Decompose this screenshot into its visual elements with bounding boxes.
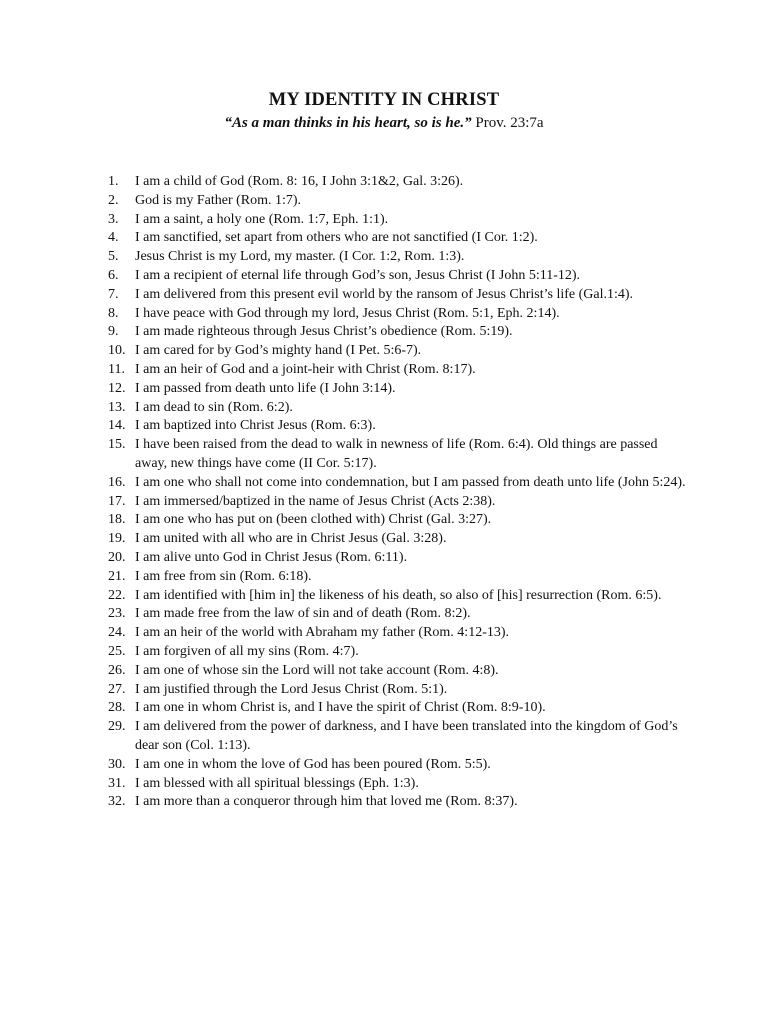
identity-list	[108, 173, 688, 812]
list-item-number: 29.	[108, 719, 126, 735]
list-item-number: 30.	[108, 756, 126, 772]
list-item	[108, 530, 688, 549]
list-item-text: I am one who shall not come into condemnation, but I am passed from death unto life (John 5:24).	[135, 474, 686, 490]
list-item-text: I am blessed with all spiritual blessings (Eph. 1:3).	[135, 775, 419, 791]
page-title: MY IDENTITY IN CHRIST	[268, 90, 500, 110]
list-item	[108, 587, 688, 606]
list-item	[108, 718, 688, 756]
list-item	[108, 323, 688, 342]
list-item-text: I am dead to sin (Rom. 6:2).	[135, 399, 293, 415]
subtitle-reference: Prov. 23:7a	[475, 115, 544, 131]
list-item-text: I am one who has put on (been clothed with) Christ (Gal. 3:27).	[135, 512, 492, 528]
list-item-text: Jesus Christ is my Lord, my master. (I Cor. 1:2, Rom. 1:3).	[135, 249, 465, 265]
list-item-number: 7.	[108, 286, 119, 302]
list-item-number: 27.	[108, 681, 126, 697]
list-item	[108, 286, 688, 305]
list-item-text: I am united with all who are in Christ Jesus (Gal. 3:28).	[135, 531, 447, 547]
list-item-number: 13.	[108, 399, 126, 415]
list-item	[108, 342, 688, 361]
list-item-text: I am an heir of God and a joint-heir with Christ (Rom. 8:17).	[135, 361, 476, 377]
list-item-text: I am sanctified, set apart from others who are not sanctified (I Cor. 1:2).	[135, 230, 538, 246]
list-item-number: 11.	[108, 361, 125, 377]
list-item-text: I am free from sin (Rom. 6:18).	[135, 568, 312, 584]
list-item-number: 12.	[108, 380, 126, 396]
list-item-number: 22.	[108, 587, 126, 603]
list-item	[108, 793, 688, 812]
list-item-number: 2.	[108, 192, 119, 208]
list-item	[108, 229, 688, 248]
list-item-number: 18.	[108, 512, 126, 528]
list-item	[108, 192, 688, 211]
list-item-number: 4.	[108, 230, 119, 246]
list-item	[108, 417, 688, 436]
list-item	[108, 511, 688, 530]
list-item	[108, 662, 688, 681]
list-item-number: 21.	[108, 568, 126, 584]
list-item-number: 25.	[108, 643, 126, 659]
list-item-text: I have peace with God through my lord, Jesus Christ (Rom. 5:1, Eph. 2:14).	[135, 305, 560, 321]
list-item-text: I am alive unto God in Christ Jesus (Rom. 6:11).	[135, 549, 408, 565]
list-item-text: I am delivered from this present evil world by the ransom of Jesus Christ’s life (Gal.1:4).	[135, 286, 634, 302]
list-item-number: 5.	[108, 249, 119, 265]
list-item	[108, 173, 688, 192]
list-item-number: 10.	[108, 343, 126, 359]
list-item-number: 1.	[108, 174, 119, 189]
list-item	[108, 624, 688, 643]
list-item-text: I am a child of God (Rom. 8: 16, I John 3:1&2, Gal. 3:26).	[135, 174, 464, 189]
list-item-text: I am one in whom Christ is, and I have the spirit of Christ (Rom. 8:9-10).	[135, 700, 546, 716]
list-item-number: 16.	[108, 474, 126, 490]
list-item	[108, 211, 688, 230]
list-item	[108, 699, 688, 718]
list-item-text: I am a saint, a holy one (Rom. 1:7, Eph. 1:1).	[135, 211, 389, 227]
list-item-number: 6.	[108, 267, 119, 283]
list-item	[108, 681, 688, 700]
list-item-number: 28.	[108, 700, 126, 716]
list-item	[108, 605, 688, 624]
list-item-text: I am delivered from the power of darkness, and I have been translated into the kingdom of God’s dear son (Col. 1:13).	[135, 719, 678, 753]
list-item-text: I am justified through the Lord Jesus Christ (Rom. 5:1).	[135, 681, 448, 697]
list-item	[108, 267, 688, 286]
list-item	[108, 549, 688, 568]
list-item	[108, 305, 688, 324]
list-item-text: I am one in whom the love of God has been poured (Rom. 5:5).	[135, 756, 491, 772]
list-item-text: I am made free from the law of sin and of death (Rom. 8:2).	[135, 606, 471, 622]
list-item-text: I am identified with [him in] the likeness of his death, so also of [his] resurrection (Rom. 6:5).	[135, 587, 662, 603]
list-item-text: I am forgiven of all my sins (Rom. 4:7).	[135, 643, 359, 659]
list-item	[108, 493, 688, 512]
list-item-number: 9.	[108, 324, 119, 340]
list-item	[108, 436, 688, 474]
list-item	[108, 756, 688, 775]
list-item-number: 8.	[108, 305, 119, 321]
list-item-number: 20.	[108, 549, 126, 565]
list-item-number: 19.	[108, 531, 126, 547]
list-item-number: 31.	[108, 775, 126, 791]
list-item-text: I am more than a conqueror through him that loved me (Rom. 8:37).	[135, 794, 518, 810]
list-item-text: I am cared for by God’s mighty hand (I Pet. 5:6-7).	[135, 343, 422, 359]
list-item-text: I have been raised from the dead to walk in newness of life (Rom. 6:4). Old things are passed away, new things have come (II Cor. 5:17).	[135, 437, 658, 471]
list-item-text: I am baptized into Christ Jesus (Rom. 6:3).	[135, 418, 376, 434]
list-item-text: I am immersed/baptized in the name of Jesus Christ (Acts 2:38).	[135, 493, 496, 509]
list-item-number: 24.	[108, 625, 126, 641]
page-subtitle	[0, 115, 768, 132]
list-item-number: 32.	[108, 794, 126, 810]
list-item-text: God is my Father (Rom. 1:7).	[135, 192, 302, 208]
list-item	[108, 248, 688, 267]
list-item-text: I am a recipient of eternal life through God’s son, Jesus Christ (I John 5:11-12).	[135, 267, 581, 283]
list-item-text: I am an heir of the world with Abraham my father (Rom. 4:12-13).	[135, 625, 510, 641]
list-item-text: I am passed from death unto life (I John 3:14).	[135, 380, 396, 396]
list-item	[108, 643, 688, 662]
list-item-number: 14.	[108, 418, 126, 434]
list-item-number: 17.	[108, 493, 126, 509]
list-item-number: 26.	[108, 662, 126, 678]
list-item	[108, 380, 688, 399]
list-item	[108, 399, 688, 418]
subtitle-quote: “As a man thinks in his heart, so is he.”	[224, 115, 472, 131]
list-item-text: I am made righteous through Jesus Christ’s obedience (Rom. 5:19).	[135, 324, 513, 340]
list-item-number: 3.	[108, 211, 119, 227]
list-item	[108, 474, 688, 493]
list-item	[108, 775, 688, 794]
list-item-text: I am one of whose sin the Lord will not take account (Rom. 4:8).	[135, 662, 499, 678]
list-item-number: 23.	[108, 606, 126, 622]
list-item	[108, 568, 688, 587]
list-item-number: 15.	[108, 437, 126, 453]
list-item	[108, 361, 688, 380]
